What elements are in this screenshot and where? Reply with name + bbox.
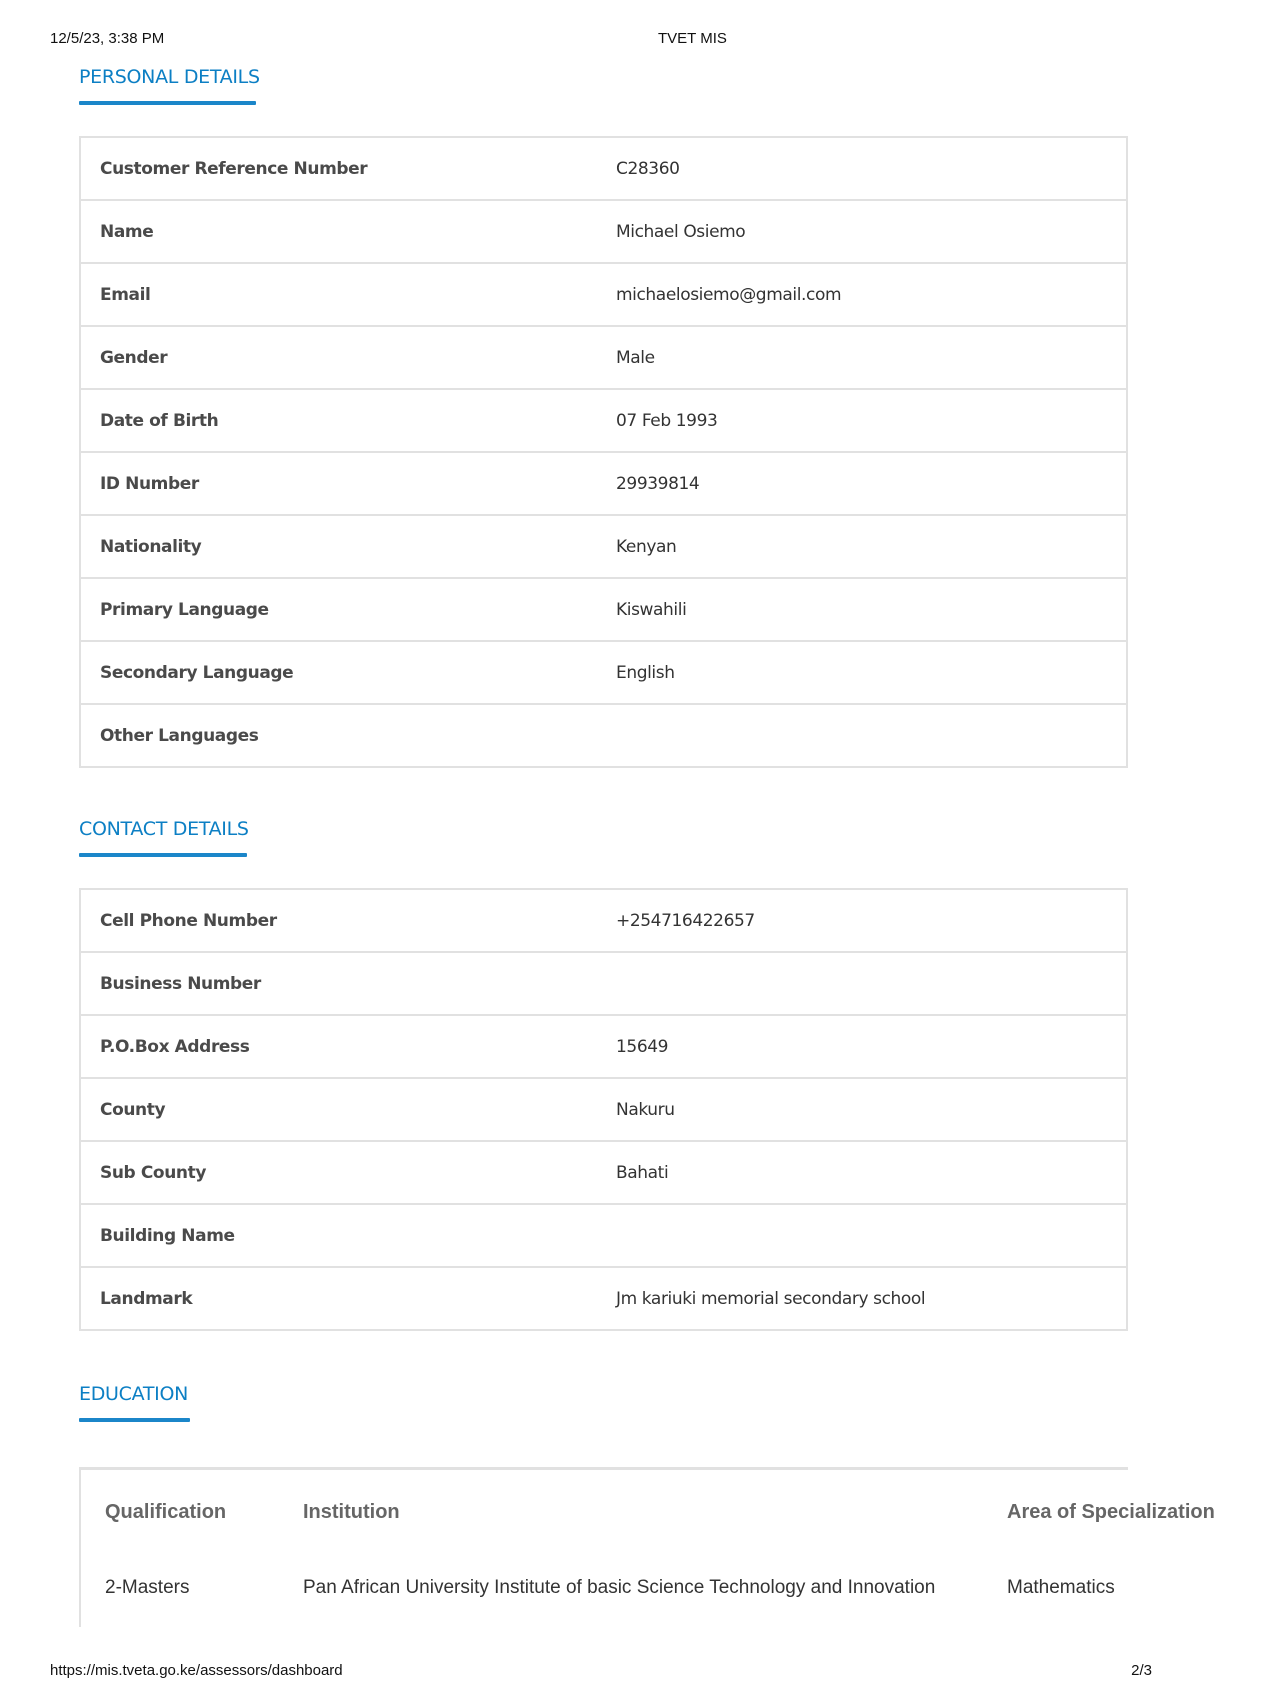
row-label: Gender [80,326,616,389]
row-label: Other Languages [100,725,259,746]
table-row [80,704,1127,767]
row-label: Primary Language [80,578,616,641]
table-row [80,389,1127,452]
row-value: C28360 [616,137,1127,200]
print-datetime: 12/5/23, 3:38 PM [50,30,165,47]
print-url: https://mis.tveta.go.ke/assessors/dashboard [50,1662,343,1679]
row-value [616,1204,1127,1267]
area-of-specialization-cell: Mathematics [1007,1577,1115,1598]
print-page-number: 2/3 [1131,1662,1152,1679]
table-row [80,889,1127,952]
row-label: Sub County [80,1141,616,1204]
table-row [80,952,1127,1015]
row-value: Nakuru [616,1078,1127,1141]
table-row [80,452,1127,515]
row-value: English [616,641,1127,704]
print-footer [0,1662,1200,1682]
table-row [80,1141,1127,1204]
education-heading: EDUCATION [79,1383,189,1405]
table-row [80,326,1127,389]
contact-details-table [79,888,1128,1331]
education-table-container[interactable] [79,1467,1215,1627]
row-label: ID Number [80,452,616,515]
table-row [80,263,1127,326]
contact-details-underline [79,853,247,857]
row-label: Email [80,263,616,326]
column-header-institution: Institution [303,1500,400,1523]
table-row [80,1078,1127,1141]
row-label: Cell Phone Number [80,889,616,952]
row-value: Kenyan [616,515,1127,578]
table-row [80,1204,1127,1267]
row-value: Male [616,326,1127,389]
row-value: Kiswahili [616,578,1127,641]
row-label: Name [80,200,616,263]
row-value [616,952,1127,1015]
row-label: Date of Birth [80,389,616,452]
row-label: Business Number [80,952,616,1015]
education-table [81,1470,1261,1628]
row-label: Nationality [80,515,616,578]
row-value: 07 Feb 1993 [616,389,1127,452]
table-row [80,578,1127,641]
row-value: Jm kariuki memorial secondary school [616,1288,926,1309]
row-label: County [80,1078,616,1141]
contact-details-heading: CONTACT DETAILS [79,818,249,840]
row-value: michaelosiemo@gmail.com [616,263,1127,326]
row-label: P.O.Box Address [80,1015,616,1078]
qualification-cell: 2-Masters [105,1577,190,1598]
personal-details-underline [79,101,256,105]
row-value: 29939814 [616,452,1127,515]
education-underline [79,1418,190,1422]
table-row [81,1548,1261,1628]
table-row [80,515,1127,578]
row-label: Landmark [100,1288,193,1309]
column-header-qualification: Qualification [105,1500,227,1523]
row-label: Customer Reference Number [80,137,616,200]
row-value: Bahati [616,1141,1127,1204]
personal-details-heading: PERSONAL DETAILS [79,66,260,88]
table-row [80,1267,1127,1330]
institution-cell: Pan African University Institute of basic Science Technology and Innovation [303,1577,936,1598]
table-row [80,641,1127,704]
table-header-row [81,1470,1261,1548]
personal-details-table [79,136,1128,768]
print-page-title: TVET MIS [658,30,727,47]
row-value [616,704,1127,767]
table-row [80,137,1127,200]
row-label: Secondary Language [80,641,616,704]
table-row [80,1015,1127,1078]
row-value: 15649 [616,1015,1127,1078]
table-row [80,200,1127,263]
column-header-area-of-specialization: Area of Specialization [1007,1500,1215,1523]
row-value: Michael Osiemo [616,200,1127,263]
row-value: +254716422657 [616,889,1127,952]
print-header [0,30,1200,50]
row-label: Building Name [80,1204,616,1267]
